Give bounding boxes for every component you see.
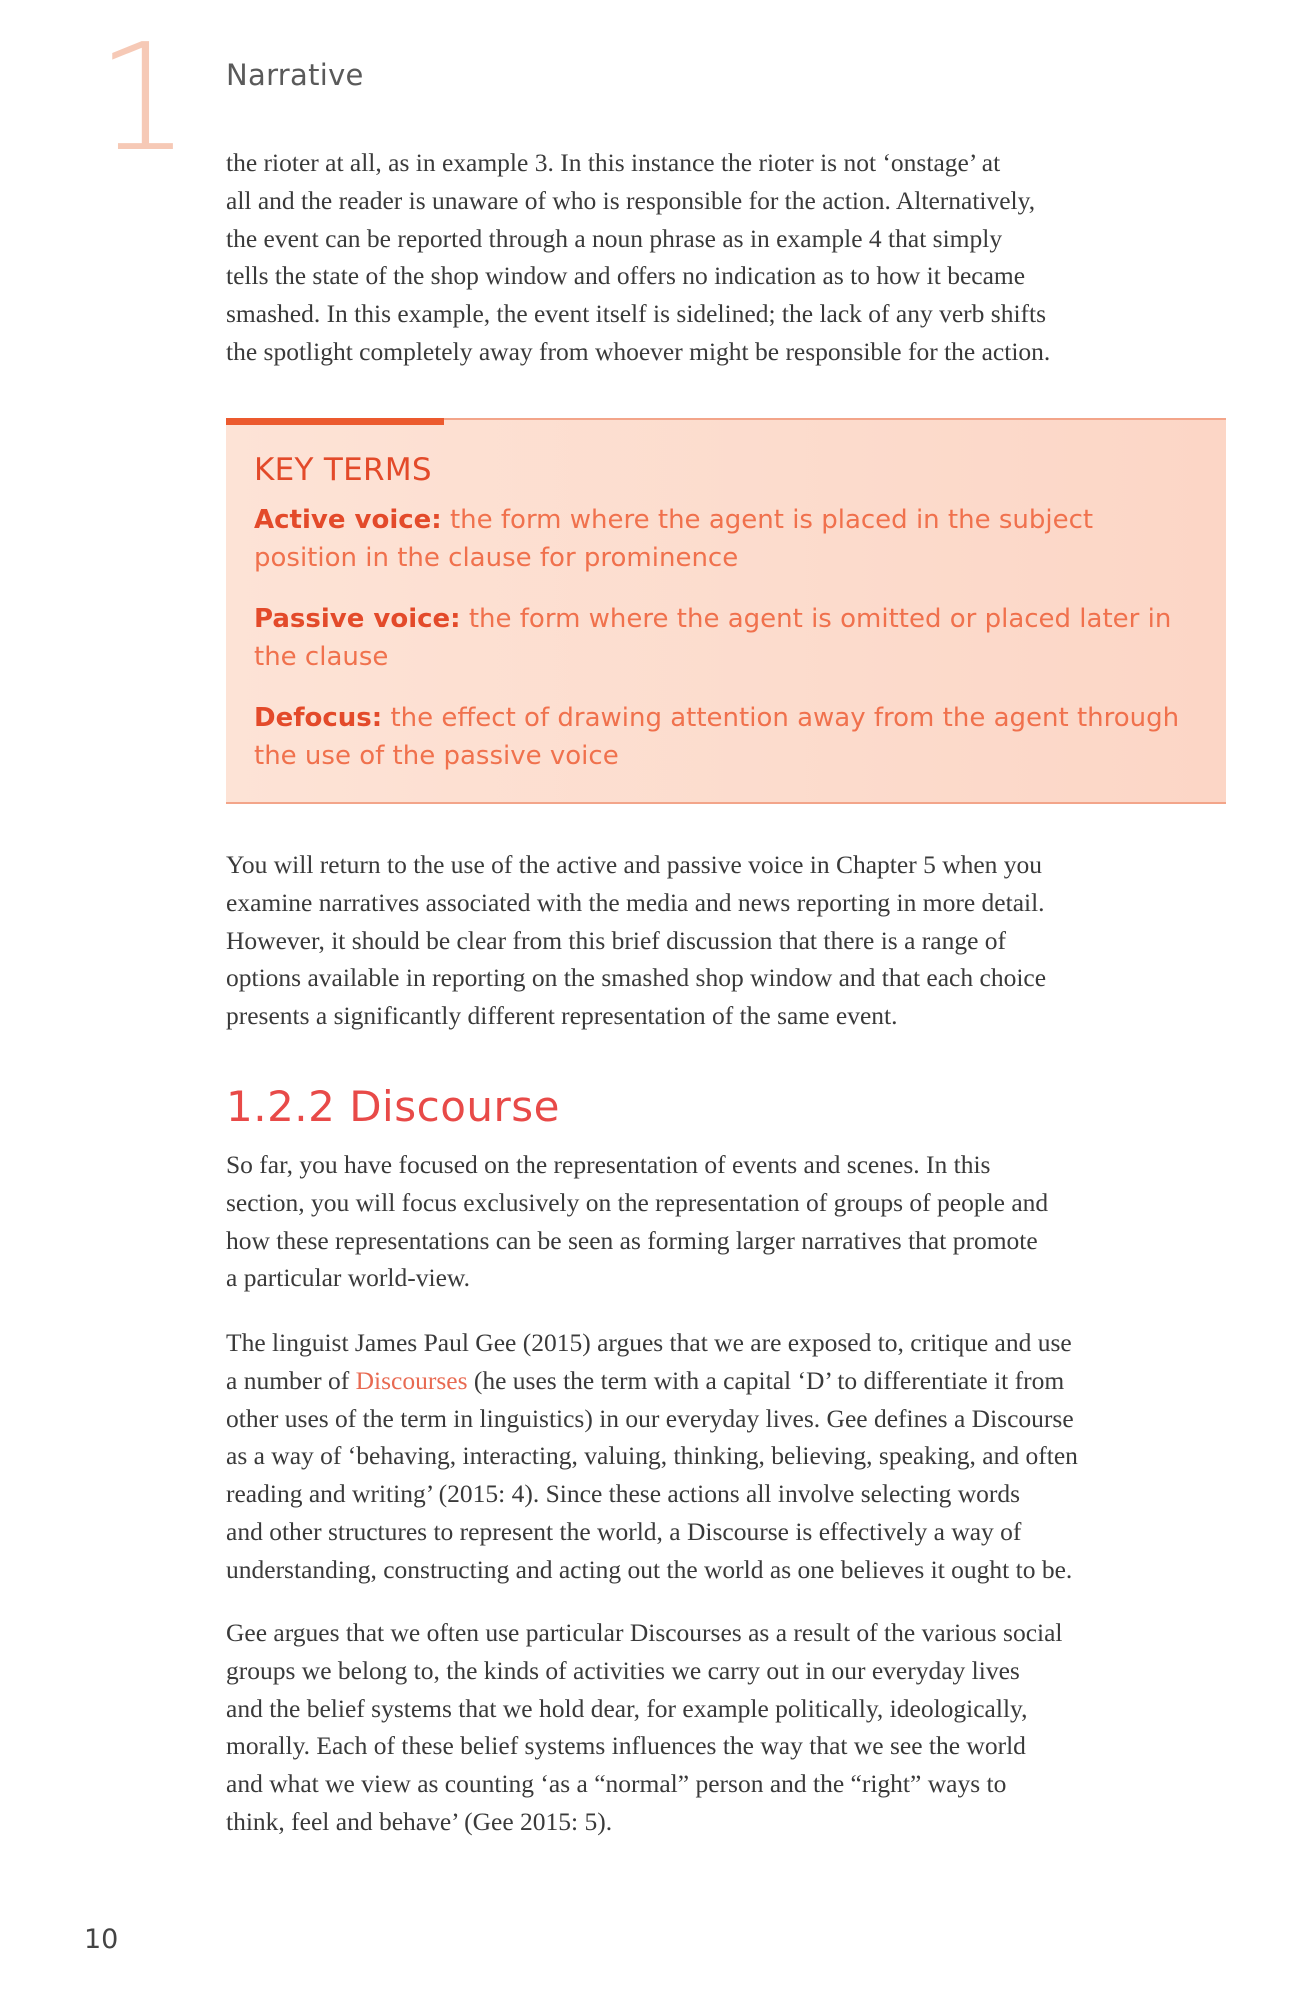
paragraph-5: Gee argues that we often use particular Discourses as a result of the various social groups we belong to, the kinds of activities we carry out in our everyday lives and the belief systems that we hold dear, for example politically, ideologically, morally. Each of these belief systems influences the way that we see the world and what we view as counting ‘as a “normal” person and the “right” ways to think, feel and behave’ (Gee 2015: 5). [226,1618,1063,1836]
key-term-label: Active voice: [254,505,442,535]
key-terms-list [254,502,1214,799]
paragraph-4 [226,1324,1232,1589]
discourses-glossary-link[interactable]: Discourses [355,1365,468,1395]
key-term-passive-voice [254,601,1214,676]
key-term-active-voice [254,502,1214,577]
key-term-defocus [254,700,1214,775]
paragraph-4-text-start: The linguist James Paul Gee (2015) argues that we are exposed to, critique and use a number of [226,1328,1072,1395]
paragraph-2: You will return to the use of the active and passive voice in Chapter 5 when you examine narratives associated with the media and news reporting in more detail. However, it should be clear from this brief discussion that there is a range of options available in reporting on the smashed shop window and that each choice presents a significantly different representation of the same event. [226,850,1047,1031]
paragraph-3: So far, you have focused on the representation of events and scenes. In this section, you will focus exclusively on the representation of groups of people and how these representations can be seen as forming larger narratives that promote a particular world-view. [226,1150,1049,1293]
key-term-definition: the form where the agent is omitted or placed later in the clause [254,604,1172,672]
key-terms-box [226,418,1226,804]
key-term-label: Defocus: [254,703,383,733]
page-number: 10 [84,1924,119,1955]
chapter-number: 1 [96,12,191,184]
paragraph-1: the rioter at all, as in example 3. In this instance the rioter is not ‘onstage’ at all and the reader is unaware of who is responsible for the action. Alternatively, the event can be reported through a noun phrase as in example 4 that simply tells the state of the shop window and offers no indication as to how it became smashed. In this example, the event itself is sidelined; the lack of any verb shifts the spotlight completely away from whoever might be responsible for the action. [226,148,1051,366]
running-title: Narrative [226,58,364,92]
key-term-definition: the form where the agent is placed in the subject position in the clause for prominence [254,505,1094,573]
paragraph-4-text-end: (he uses the term with a capital ‘D’ to differentiate it from other uses of the term in linguistics) in our everyday lives. Gee defines a Discourse as a way of ‘behaving, interacting, valuing, thinking, believing, speaking, and often reading and writing’ (2015: 4). Since these actions all involve selecting words and other structures to represent the world, a Discourse is effectively a way of understanding, constructing and acting out the world as one believes it ought to be. [226,1365,1078,1584]
key-terms-accent-bar [226,418,444,425]
section-heading: 1.2.2 Discourse [226,1082,561,1131]
key-term-label: Passive voice: [254,604,461,634]
key-term-definition: the effect of drawing attention away from the agent through the use of the passive voice [254,703,1180,771]
key-terms-heading: KEY TERMS [254,452,432,488]
